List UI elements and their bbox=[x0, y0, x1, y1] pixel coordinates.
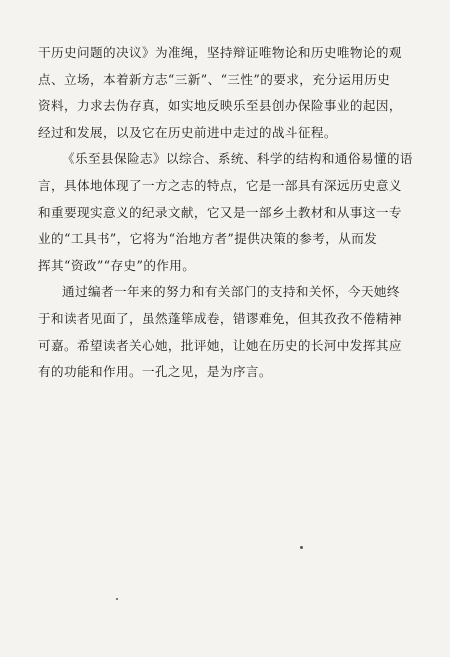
paragraph-2 bbox=[38, 146, 422, 279]
text-line: 有的功能和作用。一孔之见，是为序言。 bbox=[38, 364, 272, 380]
preface-text bbox=[38, 40, 422, 386]
text-line: 和重要现实意义的纪录文献，它又是一部乡土教材和从事这一专 bbox=[38, 204, 402, 220]
text-line: 可嘉。希望读者关心她，批评她，让她在历史的长河中发挥其应 bbox=[38, 337, 402, 353]
text-line: 通过编者一年来的努力和有关部门的支持和关怀，今天她终 bbox=[62, 284, 400, 300]
text-line: 点、立场，本着新方志“三新”、“三性”的要求，充分运用历史 bbox=[38, 71, 391, 87]
text-line: 于和读者见面了，虽然蓬筚成卷，错谬难免，但其孜孜不倦精神 bbox=[38, 310, 402, 326]
text-line: 《乐至县保险志》以综合、系统、科学的结构和通俗易懂的语 bbox=[62, 151, 413, 167]
scan-speck bbox=[116, 598, 118, 600]
text-line: 言，具体地体现了一方之志的特点，它是一部具有深远历史意义 bbox=[38, 177, 402, 193]
scan-speck bbox=[300, 546, 303, 549]
text-line: 干历史问题的决议》为准绳，坚持辩证唯物论和历史唯物论的观 bbox=[38, 45, 402, 60]
text-line: 资料，力求去伪存真，如实地反映乐至县创办保险事业的起因， bbox=[38, 98, 402, 114]
paragraph-3 bbox=[38, 279, 422, 385]
text-line: 经过和发展，以及它在历史前进中走过的战斗征程。 bbox=[38, 124, 337, 140]
text-line: 业的“工具书”，它将为“治地方者”提供决策的参考，从而发 bbox=[38, 231, 378, 247]
text-line: 挥其“资政”“存史”的作用。 bbox=[38, 257, 196, 273]
paragraph-1 bbox=[38, 40, 422, 146]
